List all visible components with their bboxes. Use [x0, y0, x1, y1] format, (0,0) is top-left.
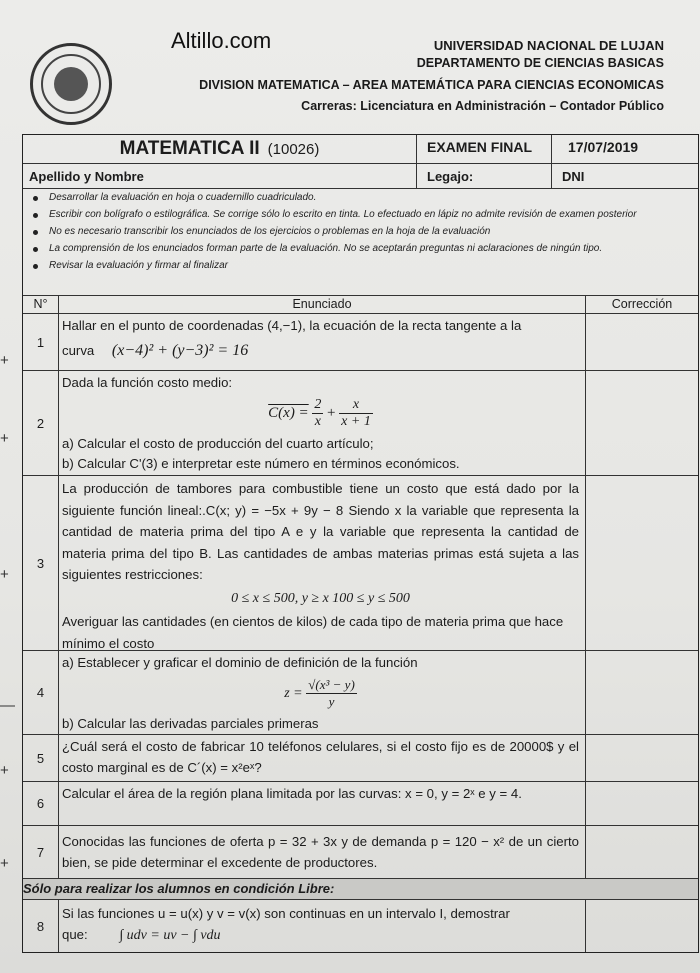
dni-field[interactable]: DNI	[562, 169, 585, 184]
instruction-item: No es necesario transcribir los enunciados de los ejercicios o problemas en la hoja de la evaluación	[31, 226, 637, 239]
exercise-number: 8	[23, 900, 59, 952]
exam-table	[22, 134, 699, 953]
exercise-number: 3	[23, 476, 59, 650]
integration-by-parts-formula: ∫ udv = uv − ∫ vdu	[119, 927, 221, 943]
division-name: DIVISION MATEMATICA – AREA MATEMÁTICA PARA CIENCIAS ECONOMICAS	[199, 78, 664, 92]
correction-cell	[586, 735, 698, 781]
exercise-number: 4	[23, 651, 59, 734]
exercise-number: 6	[23, 782, 59, 825]
avg-cost-formula: C(x) = $\frac{2}{x}$ + $\frac{x}{x + 1}$	[268, 396, 371, 429]
correction-cell	[586, 371, 698, 475]
margin-mark: +	[0, 566, 9, 583]
instruction-item: Escribir con bolígrafo o estilográfica. Se corrige sólo lo escrito en tinta. Lo efectuado en lápiz no admite revisión de examen posterior	[31, 209, 637, 222]
header-num: N°	[23, 296, 59, 313]
margin-mark: +	[0, 352, 9, 369]
exercise-number: 7	[23, 826, 59, 878]
curve-equation: (x−4)² + (y−3)² = 16	[111, 341, 249, 359]
exercise-number: 5	[23, 735, 59, 781]
correction-cell	[586, 314, 698, 370]
header-correction: Corrección	[611, 297, 673, 311]
exercise-row	[23, 735, 698, 782]
correction-cell	[586, 476, 698, 650]
instructions-row	[23, 189, 698, 296]
exercise-text: que:	[62, 926, 88, 942]
exercise-text: curva	[62, 342, 95, 358]
exercise-text: Hallar en el punto de coordenadas (4,−1), la ecuación de la recta tangente a la	[62, 318, 522, 333]
exam-date: 17/07/2019	[568, 139, 639, 155]
exercise-part-b: b) Calcular las derivadas parciales primeras	[62, 715, 319, 731]
exercise-row	[23, 651, 698, 735]
exercise-number: 1	[23, 314, 59, 370]
exercise-number: 2	[23, 371, 59, 475]
exercise-row	[23, 314, 698, 371]
exercise-text: La producción de tambores para combustible tiene un costo que está dado por la siguiente función lineal:.C(x; y) = −5x + 9y − 8 Siendo x la variable que representa la cantidad de materia prima del tipo A e y la variable que representa la cantidad de materia prima del tipo B. Las cantidades de ambas materias primas está sujeta a las siguientes restricciones:	[62, 481, 579, 582]
correction-cell	[586, 651, 698, 734]
exercise-text: Conocidas las funciones de oferta p = 32 + 3x y de demanda p = 120 − x² de un cierto bien, se pide determinar el excedente de productores.	[59, 826, 586, 878]
free-condition-banner: Sólo para realizar los alumnos en condición Libre:	[23, 879, 698, 900]
margin-mark: +	[0, 762, 9, 779]
instruction-item: Revisar la evaluación y firmar al finalizar	[31, 260, 637, 273]
university-seal-icon	[30, 43, 112, 125]
correction-cell	[586, 782, 698, 825]
exercise-part-a: a) Establecer y graficar el dominio de definición de la función	[62, 655, 418, 670]
legajo-field[interactable]: Legajo:	[417, 164, 552, 188]
exam-type: EXAMEN FINAL	[417, 135, 552, 163]
university-name: UNIVERSIDAD NACIONAL DE LUJAN	[433, 38, 664, 53]
instruction-item: Desarrollar la evaluación en hoja o cuadernillo cuadriculado.	[31, 192, 637, 205]
margin-mark: +	[0, 855, 9, 872]
z-formula: z = $\frac{\text{√(x³ − y)}}{y}$	[284, 676, 355, 709]
watermark: Altillo.com	[171, 28, 272, 53]
exercise-part-b: b) Calcular C'(3) e interpretar este número en términos económicos.	[62, 456, 460, 471]
exercise-row	[23, 900, 698, 952]
exercise-row	[23, 476, 698, 651]
exercise-row	[23, 782, 698, 826]
department-name: DEPARTAMENTO DE CIENCIAS BASICAS	[416, 56, 664, 70]
exercise-text: Dada la función costo medio:	[62, 375, 233, 390]
exercise-text: Si las funciones u = u(x) y v = v(x) son continuas en un intervalo I, demostrar	[62, 906, 510, 921]
careers: Carreras: Licenciatura en Administración – Contador Público	[301, 99, 664, 113]
correction-cell	[586, 826, 698, 878]
subject-title: MATEMATICA II	[119, 138, 260, 159]
student-row	[23, 164, 698, 189]
exercise-text: Calcular el área de la región plana limitada por las curvas: x = 0, y = 2ˣ e y = 4.	[59, 782, 586, 825]
title-row	[23, 135, 698, 164]
name-field[interactable]: Apellido y Nombre	[23, 164, 417, 188]
table-header	[23, 296, 698, 314]
subject-code: (10026)	[267, 140, 320, 158]
exercise-question: Averiguar las cantidades (en cientos de kilos) de cada tipo de materia prima que hace mínimo el costo	[62, 614, 564, 651]
constraints: 0 ≤ x ≤ 500, y ≥ x 100 ≤ y ≤ 500	[231, 590, 410, 606]
exercise-row	[23, 371, 698, 476]
margin-mark: —	[0, 697, 15, 714]
instruction-item: La comprensión de los enunciados forman parte de la evaluación. No se aceptarán preguntas ni aclaraciones de ningún tipo.	[31, 243, 637, 256]
margin-mark: +	[0, 430, 9, 447]
exercise-text: ¿Cuál será el costo de fabricar 10 teléfonos celulares, si el costo fijo es de 20000$ y el costo marginal es de C´(x) = x²eˣ?	[59, 735, 586, 781]
exercise-row	[23, 826, 698, 879]
instructions	[23, 189, 643, 295]
correction-cell	[586, 900, 698, 952]
header-statement: Enunciado	[59, 296, 586, 313]
exercise-part-a: a) Calcular el costo de producción del cuarto artículo;	[62, 435, 374, 451]
